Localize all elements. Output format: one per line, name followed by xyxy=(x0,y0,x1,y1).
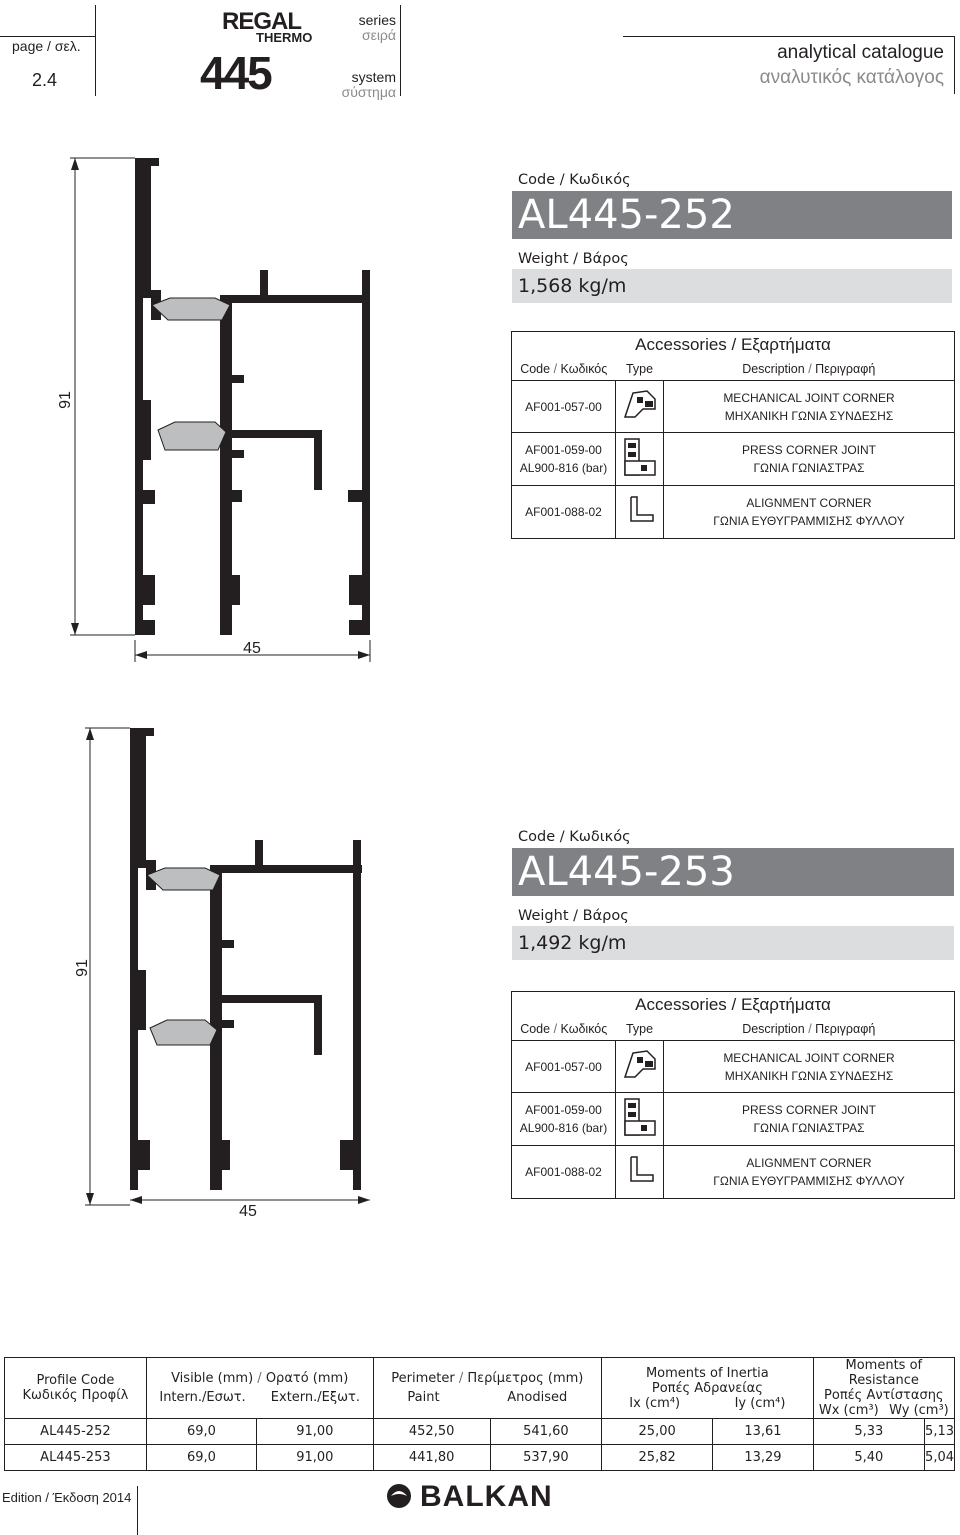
brand-logo: REGAL xyxy=(222,8,301,35)
header-inertia: Moments of Inertia Ροπές Αδρανείας Ix (cm⁴) Iy (cm⁴) xyxy=(602,1358,814,1419)
cell-ix: 25,00 xyxy=(602,1419,713,1445)
catalogue-border xyxy=(623,36,955,37)
dimension-arrow xyxy=(130,1196,142,1204)
dimension-arrow xyxy=(86,728,94,740)
dimension-arrow xyxy=(358,651,370,659)
accessory-description: ALIGNMENT CORNER ΓΩΝΙΑ ΕΥΘΥΓΡΑΜΜΙΣΗΣ ΦΥΛΛΟΥ xyxy=(664,486,955,539)
table-row xyxy=(5,1445,955,1471)
cell-iy: 13,29 xyxy=(713,1445,813,1471)
page-label: page / σελ. xyxy=(12,38,81,54)
cell-wy: 5,13 xyxy=(925,1419,955,1445)
press-corner-icon xyxy=(616,433,664,486)
cell-paint: 441,80 xyxy=(373,1445,490,1471)
table-row xyxy=(5,1419,955,1445)
cell-wy: 5,04 xyxy=(925,1445,955,1471)
cell-anodised: 541,60 xyxy=(490,1419,601,1445)
col-header-code: Code / Κωδικός xyxy=(512,358,616,381)
catalogue-title: analytical catalogue xyxy=(777,42,944,63)
table-header xyxy=(5,1358,955,1419)
cell-extern: 91,00 xyxy=(257,1419,373,1445)
profile-code: AL445-253 xyxy=(512,848,954,896)
alignment-corner-icon xyxy=(616,486,664,539)
accessory-row xyxy=(512,1041,955,1093)
col-header-description: Description / Περιγραφή xyxy=(664,358,955,381)
dimension-arrow xyxy=(71,158,79,170)
cell-wx: 5,40 xyxy=(813,1445,924,1471)
cell-profile-code: AL445-253 xyxy=(5,1445,147,1471)
accessory-row xyxy=(512,1146,955,1199)
system-number: 445 xyxy=(200,47,271,99)
company-logo-icon xyxy=(385,1482,413,1515)
alignment-corner-icon xyxy=(616,1146,664,1199)
accessories-title: Accessories / Εξαρτήματα xyxy=(512,332,955,359)
weight-label: Weight / Βάρος xyxy=(518,251,629,267)
dimension-width-label: 45 xyxy=(239,1203,257,1220)
accessory-description: MECHANICAL JOINT CORNER ΜΗΧΑΝΙΚΗ ΓΩΝΙΑ ΣΥΝΔΕΣΗΣ xyxy=(664,381,955,433)
header-visible: Visible (mm) / Ορατό (mm) Intern./Εσωτ. Extern./Εξωτ. xyxy=(146,1358,373,1419)
accessory-row xyxy=(512,433,955,486)
accessory-code: AF001-057-00 xyxy=(512,1041,616,1093)
catalogue-border-right xyxy=(954,36,955,94)
profile-drawing xyxy=(50,150,390,670)
dimension-width-label: 45 xyxy=(243,640,261,657)
dimension-arrow xyxy=(135,651,147,659)
col-header-type: Type xyxy=(616,358,664,381)
mechanical-corner-icon xyxy=(616,381,664,433)
gasket xyxy=(152,298,230,450)
profile-drawing xyxy=(55,720,395,1230)
weight-label: Weight / Βάρος xyxy=(518,908,629,924)
footer-divider xyxy=(137,1486,138,1535)
cell-anodised: 537,90 xyxy=(490,1445,601,1471)
series-label: series xyxy=(358,12,396,28)
edition-label: Edition / Έκδοση 2014 xyxy=(2,1490,132,1505)
page-number: 2.4 xyxy=(32,70,58,90)
accessories-title: Accessories / Εξαρτήματα xyxy=(512,992,955,1019)
profile-weight: 1,568 kg/m xyxy=(512,269,952,303)
accessory-code: AF001-059-00 AL900-816 (bar) xyxy=(512,1093,616,1146)
accessory-description: PRESS CORNER JOINT ΓΩΝΙΑ ΓΩΝΙΑΣΤΡΑΣ xyxy=(664,433,955,486)
dimension-height-label: 91 xyxy=(74,959,91,977)
gasket xyxy=(147,868,220,1045)
profile-code: AL445-252 xyxy=(512,191,952,239)
mechanical-corner-icon xyxy=(616,1041,664,1093)
cell-paint: 452,50 xyxy=(373,1419,490,1445)
accessory-row xyxy=(512,486,955,539)
accessory-code: AF001-088-02 xyxy=(512,486,616,539)
profile-section xyxy=(135,158,370,635)
accessory-code: AF001-088-02 xyxy=(512,1146,616,1199)
accessory-description: PRESS CORNER JOINT ΓΩΝΙΑ ΓΩΝΙΑΣΤΡΑΣ xyxy=(664,1093,955,1146)
properties-table xyxy=(4,1357,955,1471)
header-border xyxy=(0,36,96,37)
col-header-type: Type xyxy=(616,1018,664,1041)
accessories-table xyxy=(511,331,955,539)
cell-intern: 69,0 xyxy=(146,1419,256,1445)
header-divider xyxy=(400,5,401,96)
col-header-description: Description / Περιγραφή xyxy=(664,1018,955,1041)
header-profile-code: Profile Code Κωδικός Προφίλ xyxy=(5,1358,147,1419)
cell-iy: 13,61 xyxy=(713,1419,813,1445)
series-label-gr: σειρά xyxy=(361,27,396,43)
code-label: Code / Κωδικός xyxy=(518,172,631,188)
catalogue-title-gr: αναλυτικός κατάλογος xyxy=(759,67,944,88)
accessory-row xyxy=(512,381,955,433)
cell-extern: 91,00 xyxy=(257,1445,373,1471)
profile-weight: 1,492 kg/m xyxy=(512,926,954,960)
header-divider xyxy=(95,5,96,96)
dimension-arrow xyxy=(86,1193,94,1205)
cell-ix: 25,82 xyxy=(602,1445,713,1471)
dimension-arrow xyxy=(71,623,79,635)
header-perimeter: Perimeter / Περίμετρος (mm) Paint Anodised xyxy=(373,1358,602,1419)
company-logo: BALKAN xyxy=(420,1480,553,1513)
cell-profile-code: AL445-252 xyxy=(5,1419,147,1445)
header-resistance: Moments of Resistance Ροπές Αντίστασης Wx (cm³) Wy (cm³) xyxy=(813,1358,954,1419)
col-header-code: Code / Κωδικός xyxy=(512,1018,616,1041)
press-corner-icon xyxy=(616,1093,664,1146)
system-label: system xyxy=(351,69,396,85)
brand-logo-sub: THERMO xyxy=(256,30,313,45)
cell-intern: 69,0 xyxy=(146,1445,256,1471)
accessory-description: ALIGNMENT CORNER ΓΩΝΙΑ ΕΥΘΥΓΡΑΜΜΙΣΗΣ ΦΥΛΛΟΥ xyxy=(664,1146,955,1199)
profile-section xyxy=(130,728,362,1190)
dimension-height-label: 91 xyxy=(57,391,74,409)
accessories-table xyxy=(511,991,955,1199)
dimension-arrow xyxy=(358,1196,370,1204)
system-label-gr: σύστημα xyxy=(341,84,396,100)
accessory-code: AF001-059-00 AL900-816 (bar) xyxy=(512,433,616,486)
cell-wx: 5,33 xyxy=(813,1419,924,1445)
code-label: Code / Κωδικός xyxy=(518,829,631,845)
accessory-row xyxy=(512,1093,955,1146)
accessory-description: MECHANICAL JOINT CORNER ΜΗΧΑΝΙΚΗ ΓΩΝΙΑ ΣΥΝΔΕΣΗΣ xyxy=(664,1041,955,1093)
accessory-code: AF001-057-00 xyxy=(512,381,616,433)
